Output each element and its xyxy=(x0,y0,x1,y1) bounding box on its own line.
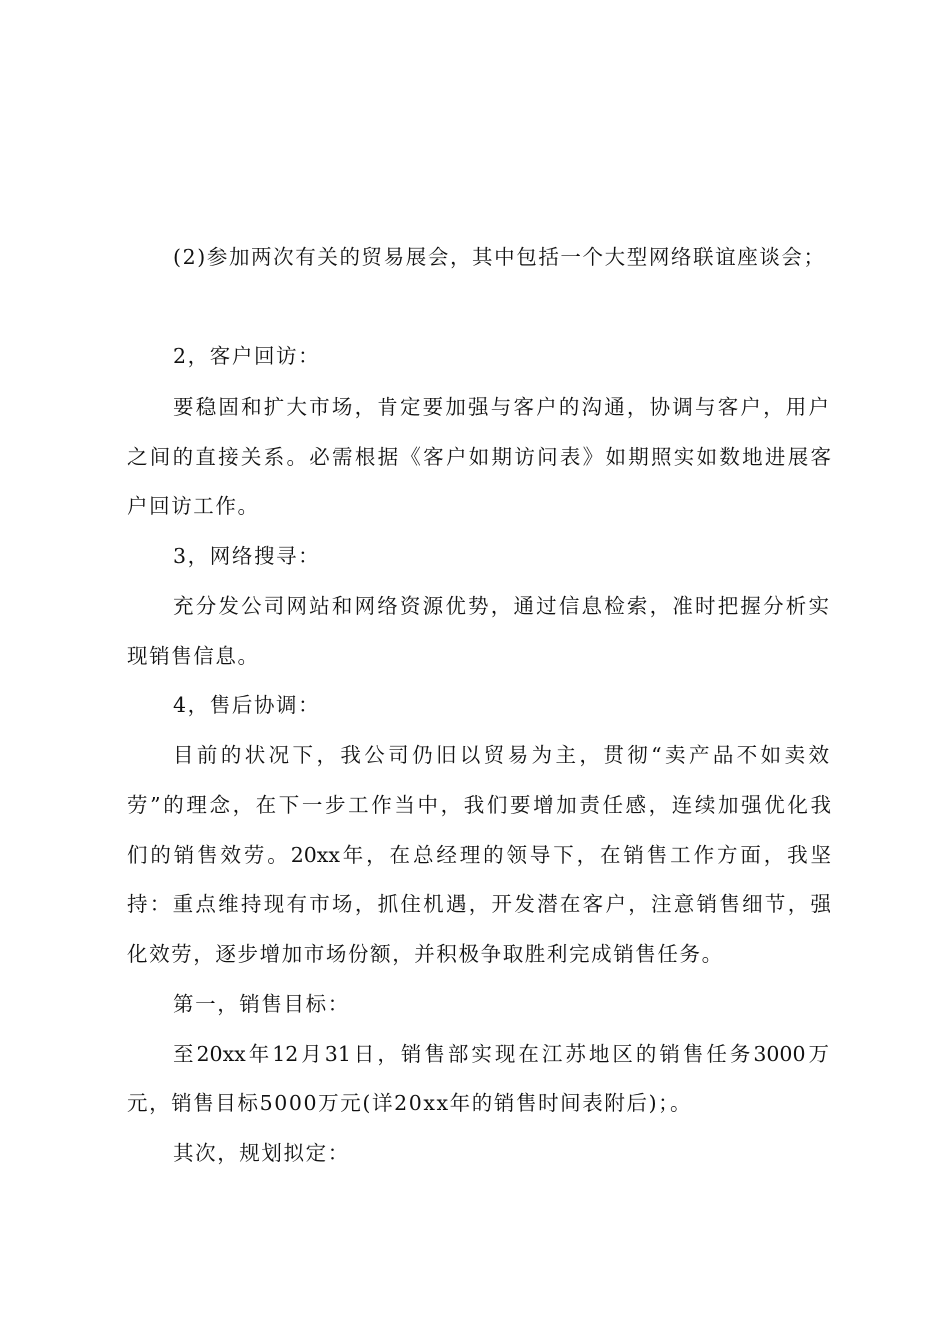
paragraph-line: 至20xx年12月31日，销售部实现在江苏地区的销售任务3000万 xyxy=(173,1042,829,1066)
paragraph-line: 现销售信息。 xyxy=(127,644,260,668)
paragraph-line: 化效劳，逐步增加市场份额，并积极争取胜利完成销售任务。 xyxy=(127,942,724,966)
paragraph-line: 持：重点维持现有市场，抓住机遇，开发潜在客户，注意销售细节，强 xyxy=(127,892,831,916)
paragraph-line: 们的销售效劳。20xx年，在总经理的领导下，在销售工作方面，我坚 xyxy=(127,843,831,867)
paragraph-line: 劳”的理念，在下一步工作当中，我们要增加责任感，连续加强优化我 xyxy=(127,793,831,817)
paragraph-line: (2)参加两次有关的贸易展会，其中包括一个大型网络联谊座谈会； xyxy=(173,245,826,269)
section-heading: 3，网络搜寻： xyxy=(173,544,321,568)
paragraph-line: 之间的直接关系。必需根据《客户如期访问表》如期照实如数地进展客 xyxy=(127,445,831,469)
section-heading: 2，客户回访： xyxy=(173,344,321,368)
section-heading: 第一，销售目标： xyxy=(173,992,350,1016)
section-heading: 4，售后协调： xyxy=(173,693,321,717)
paragraph-line: 要稳固和扩大市场，肯定要加强与客户的沟通，协调与客户，用户 xyxy=(173,395,829,419)
paragraph-line: 目前的状况下，我公司仍旧以贸易为主，贯彻“卖产品不如卖效 xyxy=(173,743,829,767)
paragraph-line: 充分发公司网站和网络资源优势，通过信息检索，准时把握分析实 xyxy=(173,594,829,618)
paragraph-line: 户回访工作。 xyxy=(127,494,260,518)
paragraph-line: 元，销售目标5000万元(详20xx年的销售时间表附后)；。 xyxy=(127,1091,693,1115)
section-heading: 其次，规划拟定： xyxy=(173,1141,350,1165)
